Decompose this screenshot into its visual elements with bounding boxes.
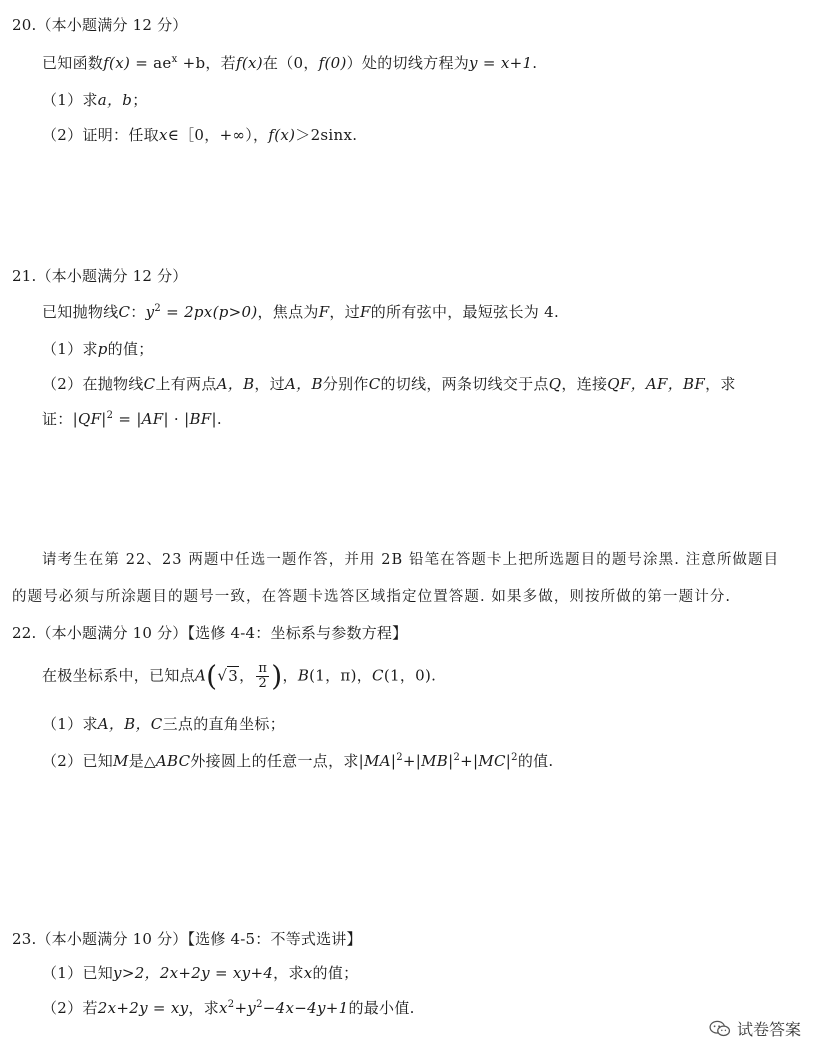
q22-part1: （1）求A，B，C三点的直角坐标； [42, 715, 285, 733]
q20-stem: 已知函数$f(x) = ae^x +b$，若f(x)在（0，f(0)）处的切线方程为y = x+1. [42, 54, 538, 72]
q22-part2: （2）已知M是△ABC外接圆上的任意一点，求$|MA|^2+|MB|^2+|MC|^2$的值. [42, 752, 554, 770]
watermark-text: 试卷答案 [736, 1020, 801, 1039]
q21-heading: 21.（本小题满分 12 分） [12, 267, 188, 285]
q22-stem: 在极坐标系中，已知点A(√3， $\frac{\pi}{2}$ )，B(1，π)，C(1，0). [42, 659, 437, 693]
q23-part2: （2）若2x+2y = xy，求$x^2+y^2-4x-4y+1$的最小值. [42, 999, 415, 1017]
wechat-icon [709, 1020, 731, 1038]
q20-heading: 20.（本小题满分 12 分） [12, 16, 188, 34]
q21-part1: （1）求p的值； [42, 340, 154, 358]
instruction-line-1: 请考生在第 22、23 两题中任选一题作答，并用 2B 铅笔在答题卡上把所选题目的题号涂黑. 注意所做题目 [42, 552, 780, 568]
watermark [709, 1017, 801, 1040]
q21-part2-line2: 证：$|QF|^2 = |AF| \cdot |BF|$. [42, 410, 222, 428]
q23-part1: （1）已知y>2，2x+2y = xy+4，求x的值； [42, 964, 359, 982]
q20-part2: （2）证明：任取x∈［0，+∞），f(x)＞2sinx. [42, 126, 358, 144]
q23-heading: 23.（本小题满分 10 分）【选修 4-5：不等式选讲】 [12, 930, 362, 948]
q20-part1: （1）求a，b； [42, 91, 148, 109]
q21-part2-line1: （2）在抛物线C上有两点A，B，过A，B分别作C的切线，两条切线交于点Q，连接QF，AF，BF，求 [42, 375, 736, 393]
q22-heading: 22.（本小题满分 10 分）【选修 4-4：坐标系与参数方程】 [12, 624, 408, 642]
q21-stem: 已知抛物线C：$y^2 = 2px(p>0)$，焦点为F，过F的所有弦中，最短弦长为 4. [42, 303, 560, 321]
instruction-line-2: 的题号必须与所涂题目的题号一致，在答题卡选答区域指定位置答题. 如果多做，则按所做的第一题计分. [12, 589, 732, 605]
